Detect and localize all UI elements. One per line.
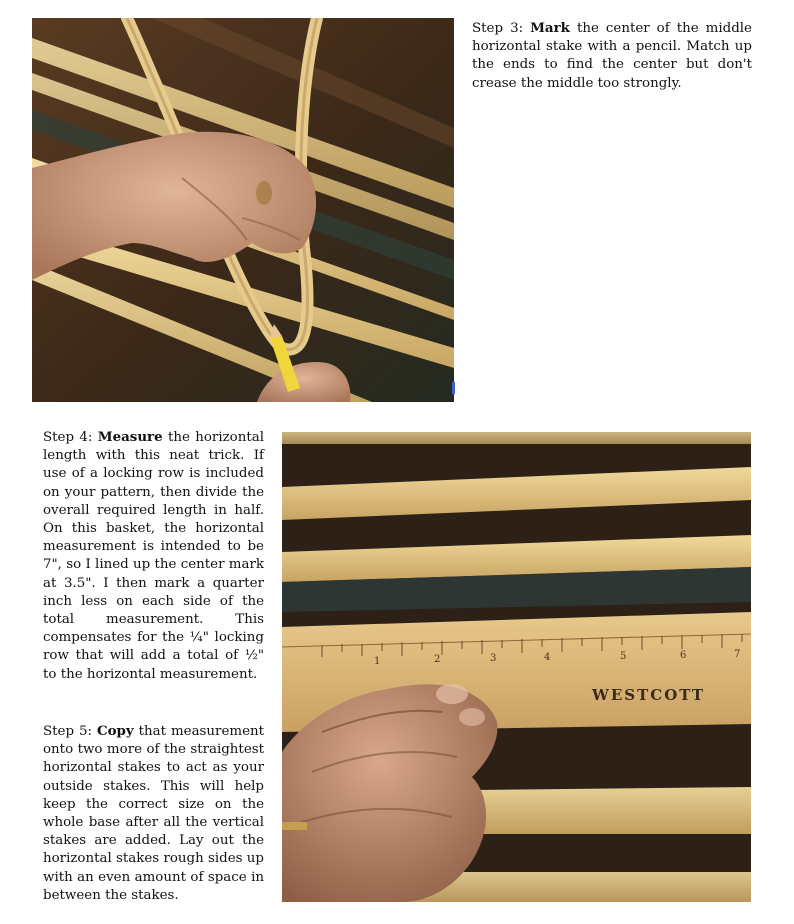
ruler-number-5: 5 (620, 651, 627, 662)
ruler-number-3: 3 (490, 653, 497, 664)
step-4-label: Step 4: (43, 430, 98, 445)
step-3-text (472, 19, 752, 93)
photo-marking-center-image (32, 18, 454, 402)
ruler-number-7: 7 (734, 649, 741, 660)
ruler-brand: WESTCOTT (592, 686, 706, 704)
photo-measuring-stake (282, 432, 751, 902)
photo-marking-center (32, 18, 454, 402)
step-4-keyword: Measure (97, 429, 163, 445)
step-5-text (43, 722, 264, 905)
step-3-body: the center of the middle horizontal stake with a pencil. Match up the ends to find the center but don't crease the middle too strongly. (472, 21, 752, 91)
photo-measuring-stake-image (282, 432, 751, 902)
ruler-number-2: 2 (434, 654, 441, 665)
step-3-keyword: Mark (530, 20, 570, 36)
blue-edge-mark (452, 382, 455, 394)
step-4-body: the horizontal length with this neat trick. If use of a locking row is included on your pattern, then divide the overall required length in half. On this basket, the horizontal measurement is intended to be 7", so I lined up the center mark at 3.5". I then mark a quarter inch less on each side of the total measurement. This compensates for the ¼" locking row that will add a total of ½" to the horizontal measurement. (43, 430, 264, 682)
step-3-label: Step 3: (472, 21, 531, 36)
step-5-body: that measurement onto two more of the straightest horizontal stakes to act as your outside stakes. This will help keep the correct size on the whole base after all the vertical stakes are added. Lay out the horizontal stakes rough sides up with an even amount of space in between the stakes. (43, 724, 264, 903)
step-5-label: Step 5: (43, 724, 97, 739)
ruler-number-4: 4 (544, 652, 551, 663)
step-5-keyword: Copy (96, 723, 134, 739)
step-4-text (43, 428, 264, 684)
ruler-number-1: 1 (374, 656, 381, 667)
ruler-number-6: 6 (680, 650, 687, 661)
